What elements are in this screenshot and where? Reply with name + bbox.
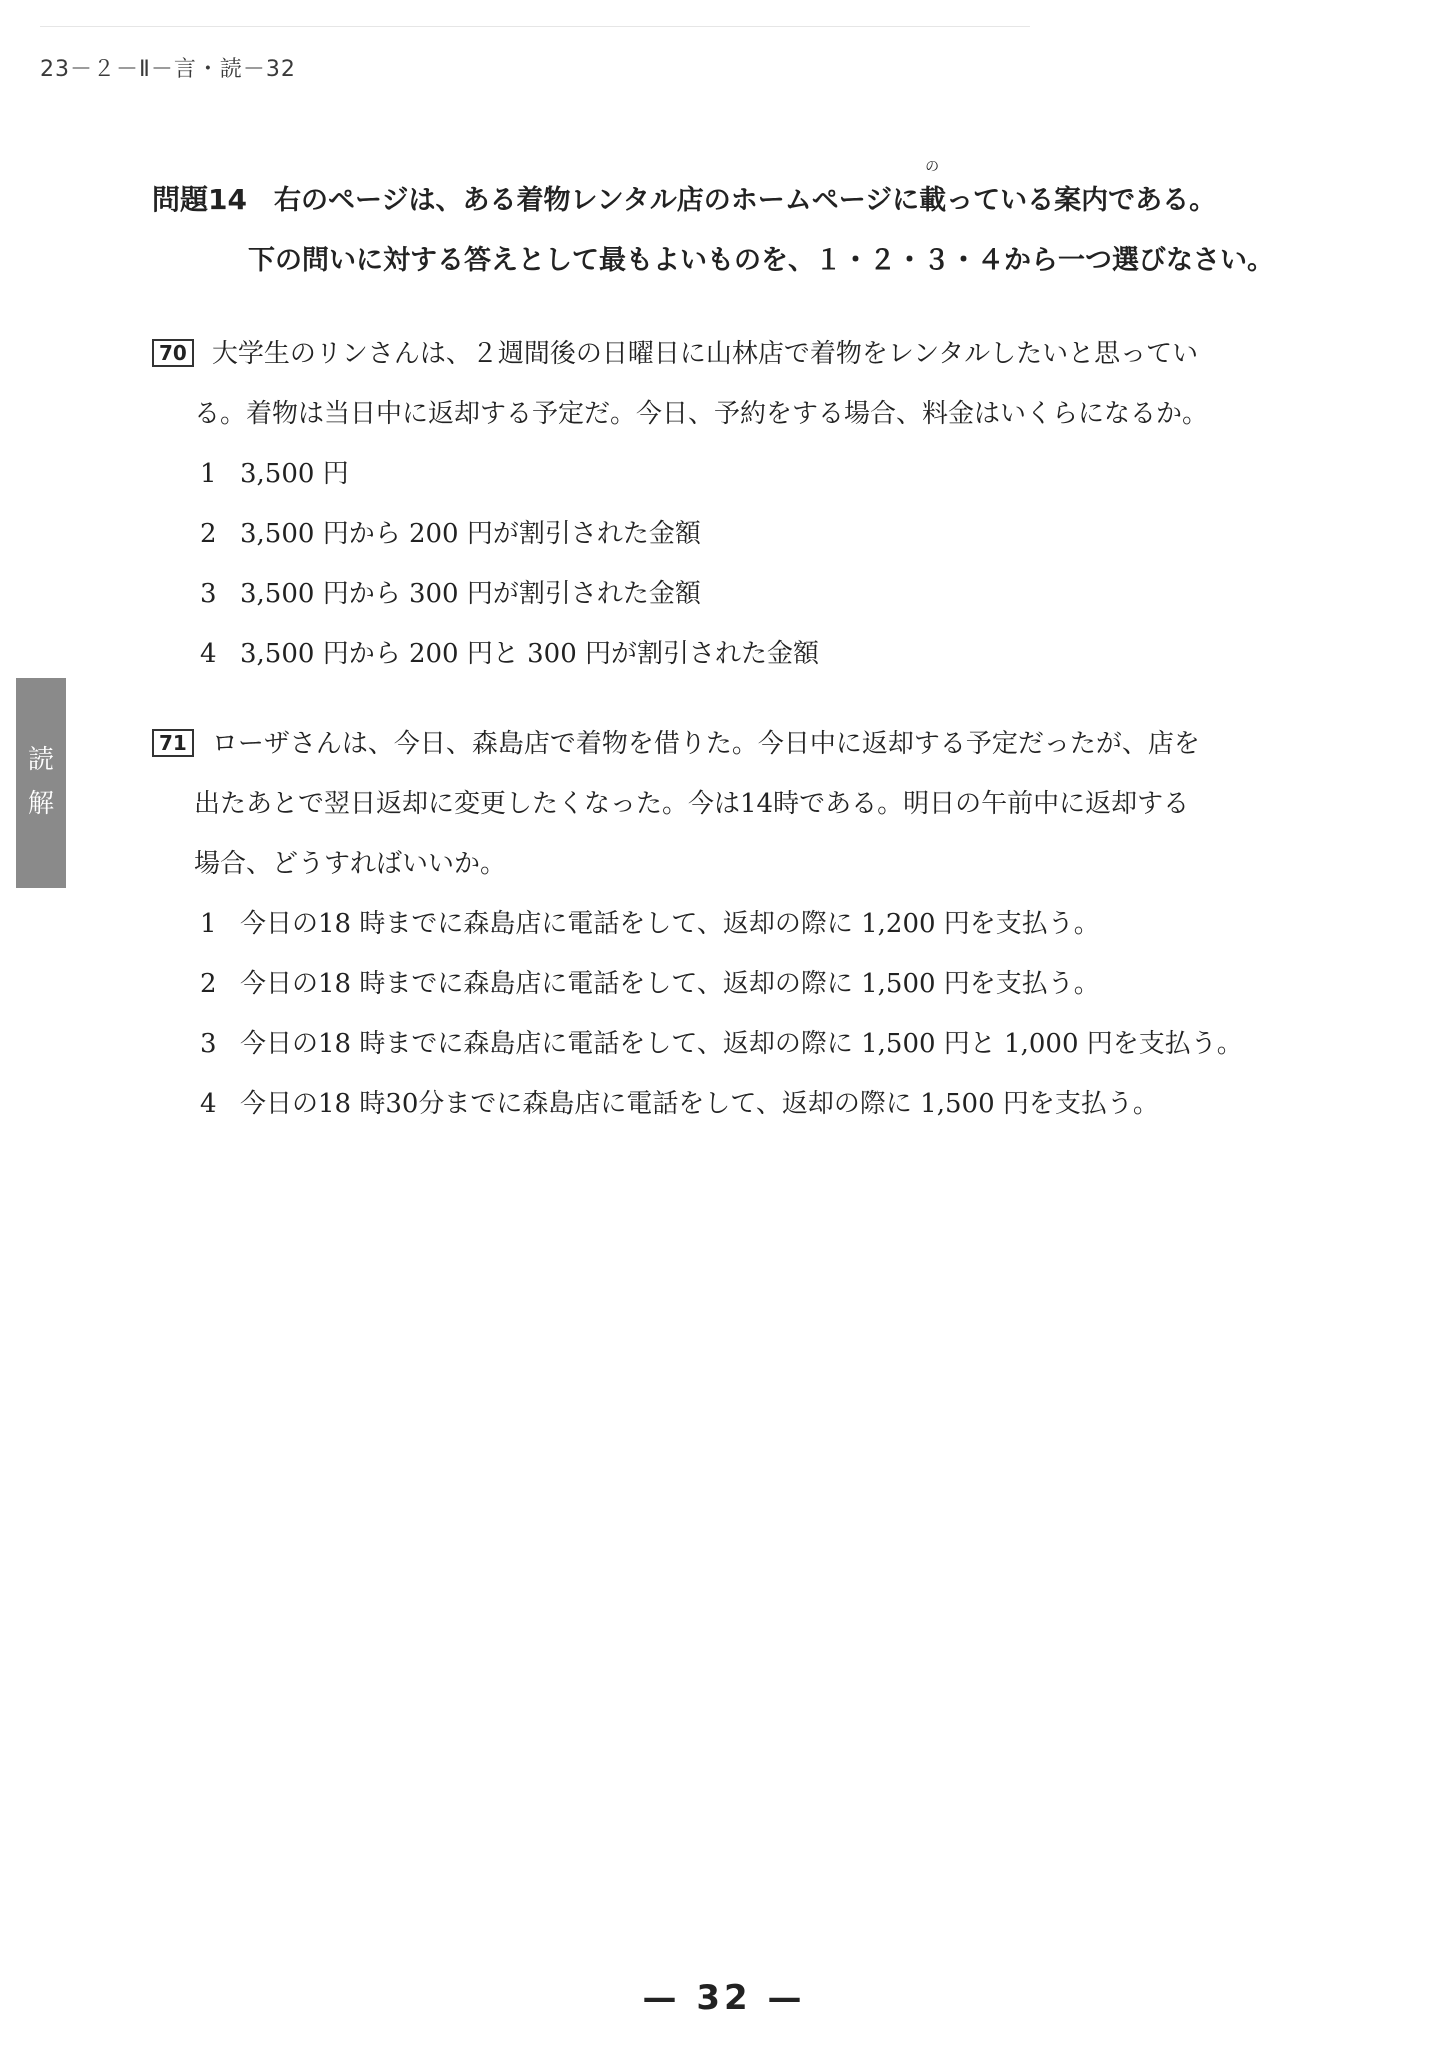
question-stem-line-1 [152,324,1282,384]
choice-text: 今日の18 時までに森島店に電話をして、返却の際に 1,200 円を支払う。 [240,909,1100,939]
instruction-text-after: っている案内である。 [946,185,1217,216]
instruction-block [152,159,1332,277]
ruby-kanji [919,159,947,217]
choice-item[interactable] [200,444,1282,504]
top-rule [40,26,1030,27]
question-stem-line-3: 場合、どうすればいいか。 [194,849,507,879]
question-stem-line-1 [152,714,1282,774]
choice-number: 3 [200,1029,217,1059]
page-number: — 32 — [642,1978,806,2018]
choice-list [152,894,1282,1134]
choice-number: 2 [200,969,217,999]
choice-item[interactable] [200,564,1282,624]
choice-list [152,444,1282,684]
choice-text: 3,500 円 [240,459,349,489]
choice-text: 3,500 円から 200 円が割引された金額 [240,519,701,549]
problem-label: 問題14 [152,183,247,216]
choice-item[interactable] [200,894,1282,954]
question-stem-text: ローザさんは、今日、森島店で着物を借りた。今日中に返却する予定だったが、店を [211,729,1200,759]
choice-text: 3,500 円から 300 円が割引された金額 [240,579,701,609]
choice-number: 4 [200,639,217,669]
question-stem-text: 大学生のリンさんは、２週間後の日曜日に山林店で着物をレンタルしたいと思ってい [211,339,1199,369]
choice-number: 1 [200,909,217,939]
question-stem-line-2: 出たあとで翌日返却に変更したくなった。今は14時である。明日の午前中に返却する [194,789,1190,819]
side-tab-char-1: 読 [27,745,54,775]
choice-item[interactable] [200,504,1282,564]
side-tab-char-2: 解 [27,789,54,819]
choice-number: 4 [200,1089,217,1119]
ruby-base: 載 [919,185,947,216]
choice-number: 1 [200,459,217,489]
reading-section-tab [16,678,66,888]
choice-text: 今日の18 時までに森島店に電話をして、返却の際に 1,500 円と 1,000 円を支払う。 [240,1029,1243,1059]
page-code: 23－２－Ⅱ－言・読－32 [40,57,296,82]
choice-item[interactable] [200,954,1282,1014]
question-stem-line-2: る。着物は当日中に返却する予定だ。今日、予約をする場合、料金はいくらになるか。 [194,399,1209,429]
ruby-reading: の [925,159,940,175]
choice-number: 3 [200,579,217,609]
instruction-line-2: 下の問いに対する答えとして最もよいものを、１・２・３・４から一つ選びなさい。 [248,245,1274,276]
choice-text: 今日の18 時30分までに森島店に電話をして、返却の際に 1,500 円を支払う。 [240,1089,1159,1119]
choice-text: 今日の18 時までに森島店に電話をして、返却の際に 1,500 円を支払う。 [240,969,1100,999]
choice-item[interactable] [200,624,1282,684]
question-number-box: 70 [152,339,194,367]
choice-number: 2 [200,519,217,549]
instruction-line-1 [152,159,1332,218]
question-71 [152,714,1282,1134]
choice-item[interactable] [200,1074,1282,1134]
question-70 [152,324,1282,684]
question-number-box: 71 [152,729,194,757]
choice-text: 3,500 円から 200 円と 300 円が割引された金額 [240,639,820,669]
instruction-text-before: 右のページは、ある着物レンタル店のホームページに [274,185,920,216]
choice-item[interactable] [200,1014,1282,1074]
